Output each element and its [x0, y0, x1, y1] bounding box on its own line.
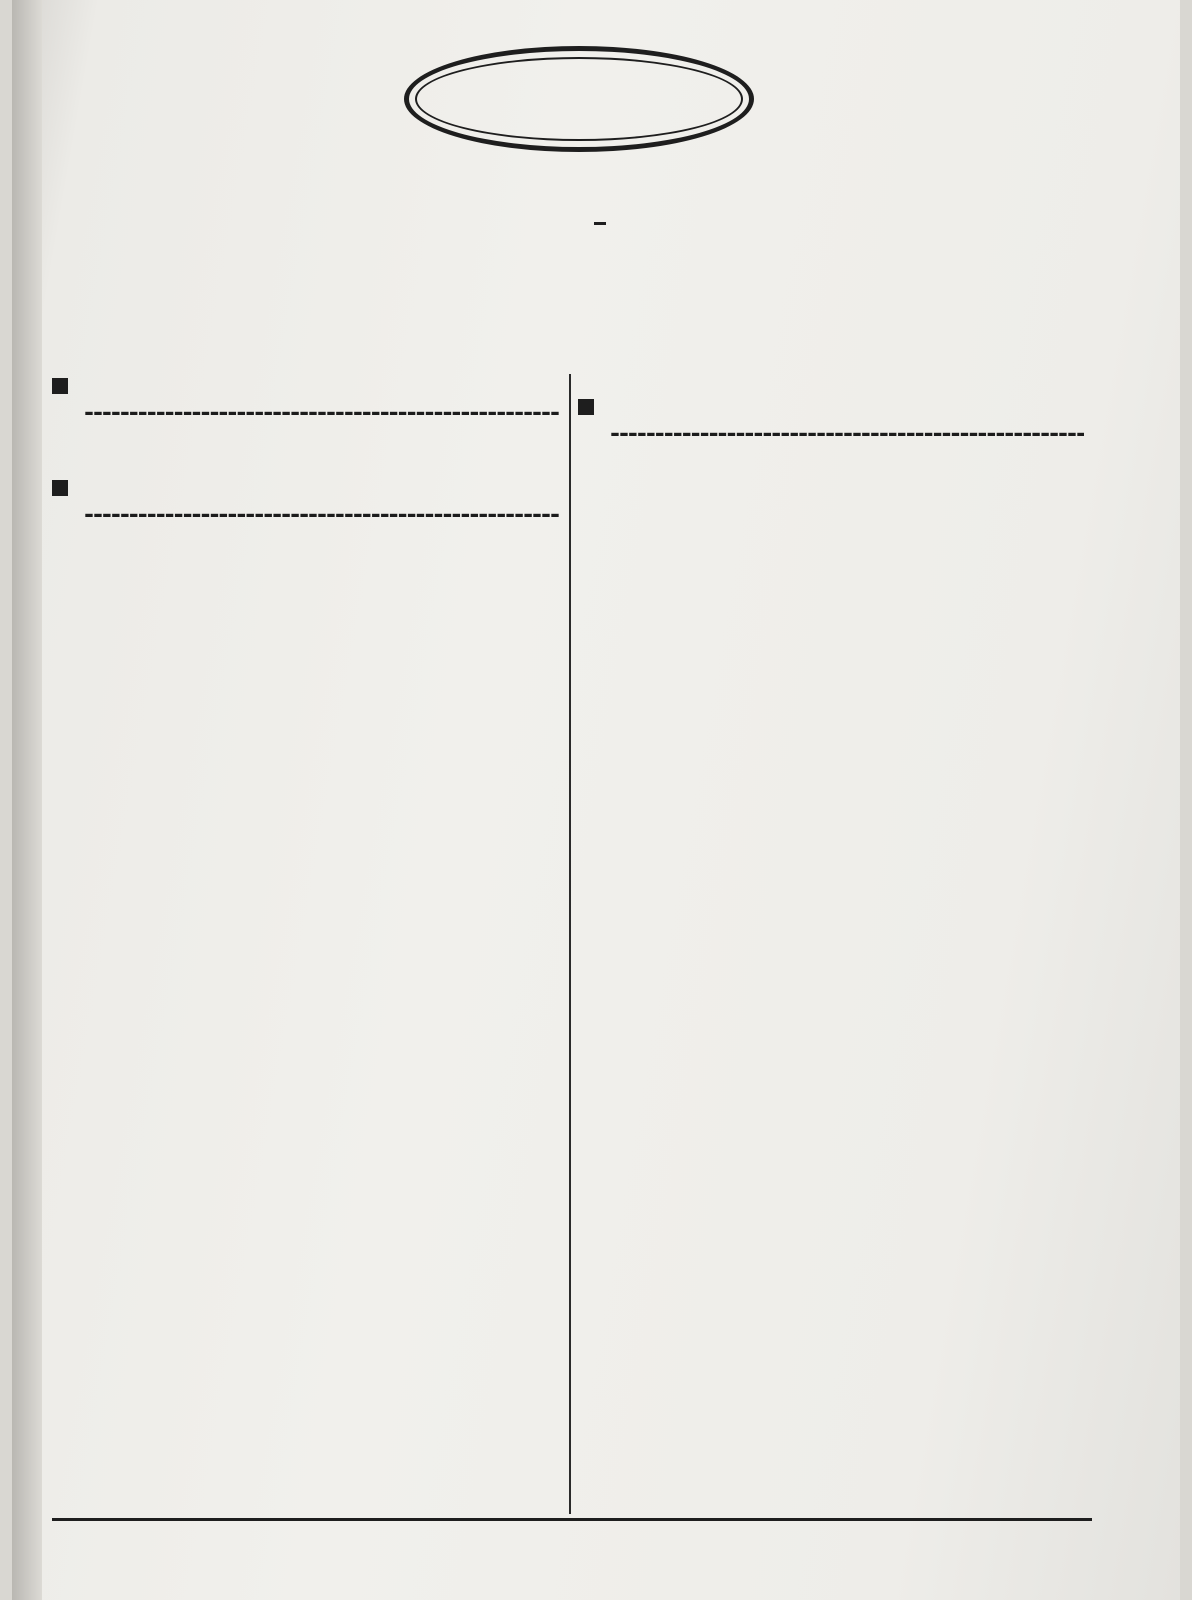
book-spine-shadow: [12, 0, 42, 1600]
book-page: [12, 0, 1180, 1600]
volume-label: [594, 171, 606, 225]
leader-dots: [610, 415, 1084, 451]
title-oval: [404, 46, 754, 152]
section-bullet: [52, 378, 68, 394]
left-column: [52, 378, 564, 551]
right-column: [578, 374, 1088, 470]
leader-dots: [84, 496, 560, 532]
volume-heading: [12, 170, 1180, 223]
column-divider: [569, 374, 571, 1514]
section-soil: [578, 399, 1088, 415]
section-concrete-english: [52, 496, 564, 532]
section-bullet: [578, 399, 594, 415]
section-building-materials-english: [52, 394, 564, 430]
leader-dots: [84, 394, 560, 430]
section-building-materials: [52, 378, 564, 394]
title-oval-inner-ring: [415, 57, 743, 141]
footer-rule: [52, 1518, 1092, 1521]
section-bullet: [52, 480, 68, 496]
section-concrete: [52, 480, 564, 496]
section-soil-english-line2: [578, 415, 1088, 451]
